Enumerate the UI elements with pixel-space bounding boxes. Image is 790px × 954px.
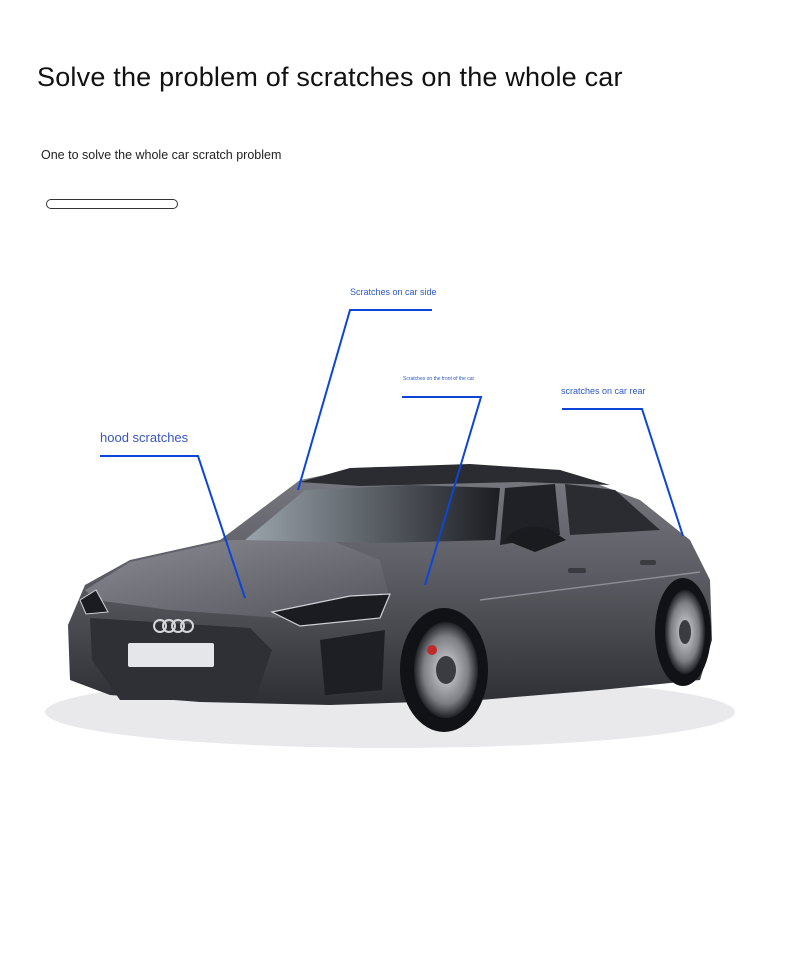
page-subtitle: One to solve the whole car scratch problem [41, 148, 282, 162]
callout-line-side [298, 310, 432, 490]
callout-label-front: Scratches on the front of the car [403, 376, 475, 382]
front-wheel [400, 608, 488, 732]
callout-label-rear: scratches on car rear [561, 386, 646, 396]
callout-label-side: Scratches on car side [350, 287, 437, 297]
page-title: Solve the problem of scratches on the whole car [37, 62, 623, 92]
callout-label-hood: hood scratches [100, 430, 189, 445]
rear-wheel [655, 578, 711, 686]
side-intake [320, 630, 385, 695]
door-handle-front [568, 568, 586, 573]
license-plate [128, 643, 214, 667]
door-handle-rear [640, 560, 656, 565]
